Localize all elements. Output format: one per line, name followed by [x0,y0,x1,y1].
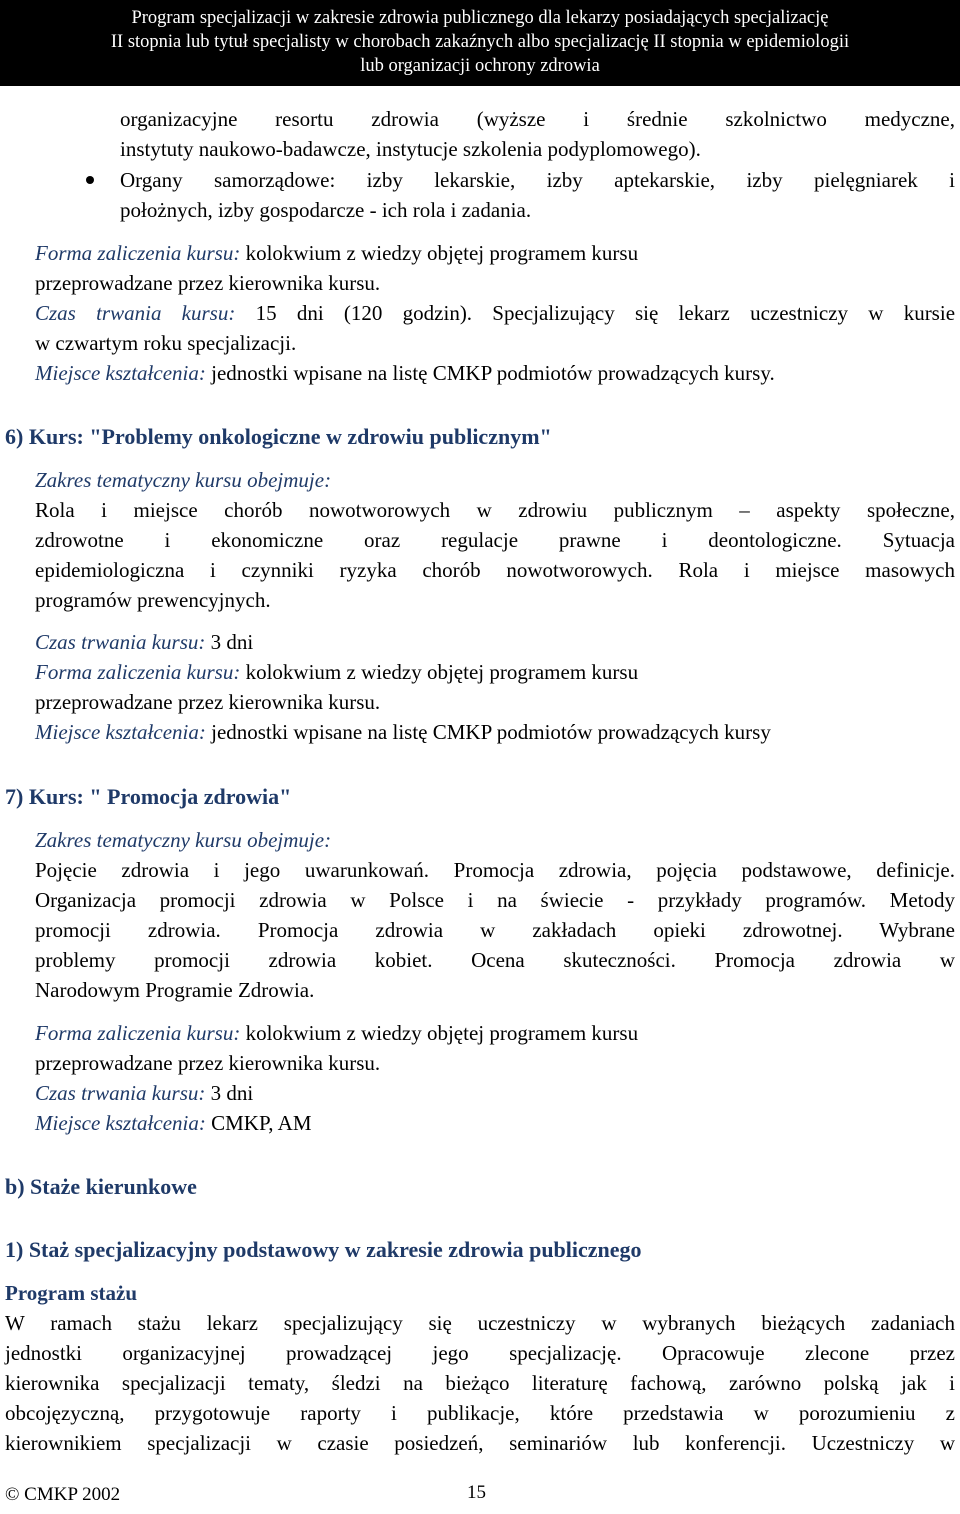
intro-bullet-line-2: położnych, izby gospodarcze - ich rola i zadania. [120,198,532,222]
section-b-subheading: 1) Staż specjalizacyjny podstawowy w zakresie zdrowia publicznego [5,1237,642,1262]
forma-text: kolokwium z wiedzy objętej programem kursu [240,1021,639,1045]
intro-miejsce [35,358,775,388]
course-7-czas [35,1078,253,1108]
program-line-2: jednostki organizacyjnej prowadzącej jego specjalizację. Opracowuje zlecone przez [5,1341,955,1365]
miejsce-text: CMKP, AM [205,1111,312,1135]
miejsce-label: Miejsce kształcenia: [35,1111,206,1135]
forma-label: Forma zaliczenia kursu: [35,660,241,684]
program-line-4: obcojęzyczną, przygotowuje raporty i publikacje, które przedstawia w porozumieniu z [5,1401,955,1425]
course-6-miejsce [35,717,771,747]
bullet-icon [86,176,94,184]
course-6-forma-line-2: przeprowadzane przez kierownika kursu. [35,690,381,714]
course-6-zakres-label: Zakres tematyczny kursu obejmuje: [35,468,332,492]
course-7-zakres-line-1: Pojęcie zdrowia i jego uwarunkowań. Promocja zdrowia, pojęcia podstawowe, definicje. [35,858,955,882]
course-6-zakres-line-3: epidemiologiczna i czynniki ryzyka chorób nowotworowych. Rola i miejsce masowych [35,558,955,582]
course-7-miejsce [35,1108,312,1138]
forma-label: Forma zaliczenia kursu: [35,1021,241,1045]
course-7-zakres-line-3: promocji zdrowia. Promocja zdrowia w zakładach opieki zdrowotnej. Wybrane [35,918,955,942]
program-line-3: kierownika specjalizacji tematy, śledzi na bieżąco literaturę fachową, zarówno polską jak i [5,1371,955,1395]
course-7-zakres-line-4: problemy promocji zdrowia kobiet. Ocena skuteczności. Promocja zdrowia w [35,948,955,972]
course-7-forma-line-2: przeprowadzane przez kierownika kursu. [35,1051,381,1075]
czas-text: 15 dni (120 godzin). Specjalizujący się lekarz uczestniczy w kursie [235,301,956,325]
program-line-5: kierownikiem specjalizacji w czasie posiedzeń, seminariów lub konferencji. Uczestniczy w [5,1431,955,1455]
intro-czas-line-2: w czwartym roku specjalizacji. [35,331,297,355]
course-6-zakres-line-1: Rola i miejsce chorób nowotworowych w zdrowiu publicznym – aspekty społeczne, [35,498,955,522]
forma-text: kolokwium z wiedzy objętej programem kursu [240,241,639,265]
intro-line-2: instytuty naukowo-badawcze, instytucje szkolenia podyplomowego). [120,137,701,161]
czas-text: 3 dni [205,1081,254,1105]
czas-label: Czas trwania kursu: [35,630,206,654]
intro-forma-line-2: przeprowadzane przez kierownika kursu. [35,271,381,295]
program-line-1: W ramach stażu lekarz specjalizujący się uczestniczy w wybranych bieżących zadaniach [5,1311,955,1335]
forma-text: kolokwium z wiedzy objętej programem kursu [240,660,639,684]
course-7-heading: 7) Kurs: " Promocja zdrowia" [5,784,292,809]
course-7-zakres-line-2: Organizacja promocji zdrowia w Polsce i na świecie - przykłady programów. Metody [35,888,955,912]
czas-text: 3 dni [205,630,254,654]
course-6-zakres-line-2: zdrowotne i ekonomiczne oraz regulacje prawne i deontologiczne. Sytuacja [35,528,955,552]
header-line-3: lub organizacji ochrony zdrowia [360,56,600,76]
program-stazu-label: Program stażu [5,1281,137,1305]
intro-czas [35,298,955,328]
miejsce-label: Miejsce kształcenia: [35,361,206,385]
course-6-forma [35,657,638,687]
miejsce-text: jednostki wpisane na listę CMKP podmiotów prowadzących kursy. [205,361,775,385]
course-6-zakres-line-4: programów prewencyjnych. [35,588,271,612]
course-7-zakres-label: Zakres tematyczny kursu obejmuje: [35,828,332,852]
page-number: 15 [467,1482,486,1503]
course-6-heading: 6) Kurs: "Problemy onkologiczne w zdrowiu publicznym" [5,424,552,449]
forma-label: Forma zaliczenia kursu: [35,241,241,265]
intro-forma [35,238,638,268]
section-b-heading: b) Staże kierunkowe [5,1174,197,1199]
course-7-forma [35,1018,638,1048]
miejsce-text: jednostki wpisane na listę CMKP podmiotów prowadzących kursy [205,720,771,744]
header-line-2: II stopnia lub tytuł specjalisty w chorobach zakaźnych albo specjalizację II stopnia w epidemiologii [110,32,850,52]
footer-copyright: © CMKP 2002 [5,1484,121,1505]
czas-label: Czas trwania kursu: [35,301,236,325]
course-6-czas [35,627,253,657]
header-line-1: Program specjalizacji w zakresie zdrowia publicznego dla lekarzy posiadających specjalizację [131,8,829,28]
czas-label: Czas trwania kursu: [35,1081,206,1105]
intro-line-1: organizacyjne resortu zdrowia (wyższe i średnie szkolnictwo medyczne, [120,107,955,131]
miejsce-label: Miejsce kształcenia: [35,720,206,744]
intro-bullet-line-1: Organy samorządowe: izby lekarskie, izby aptekarskie, izby pielęgniarek i [120,168,955,192]
page-header [0,0,960,86]
course-7-zakres-line-5: Narodowym Programie Zdrowia. [35,978,315,1002]
